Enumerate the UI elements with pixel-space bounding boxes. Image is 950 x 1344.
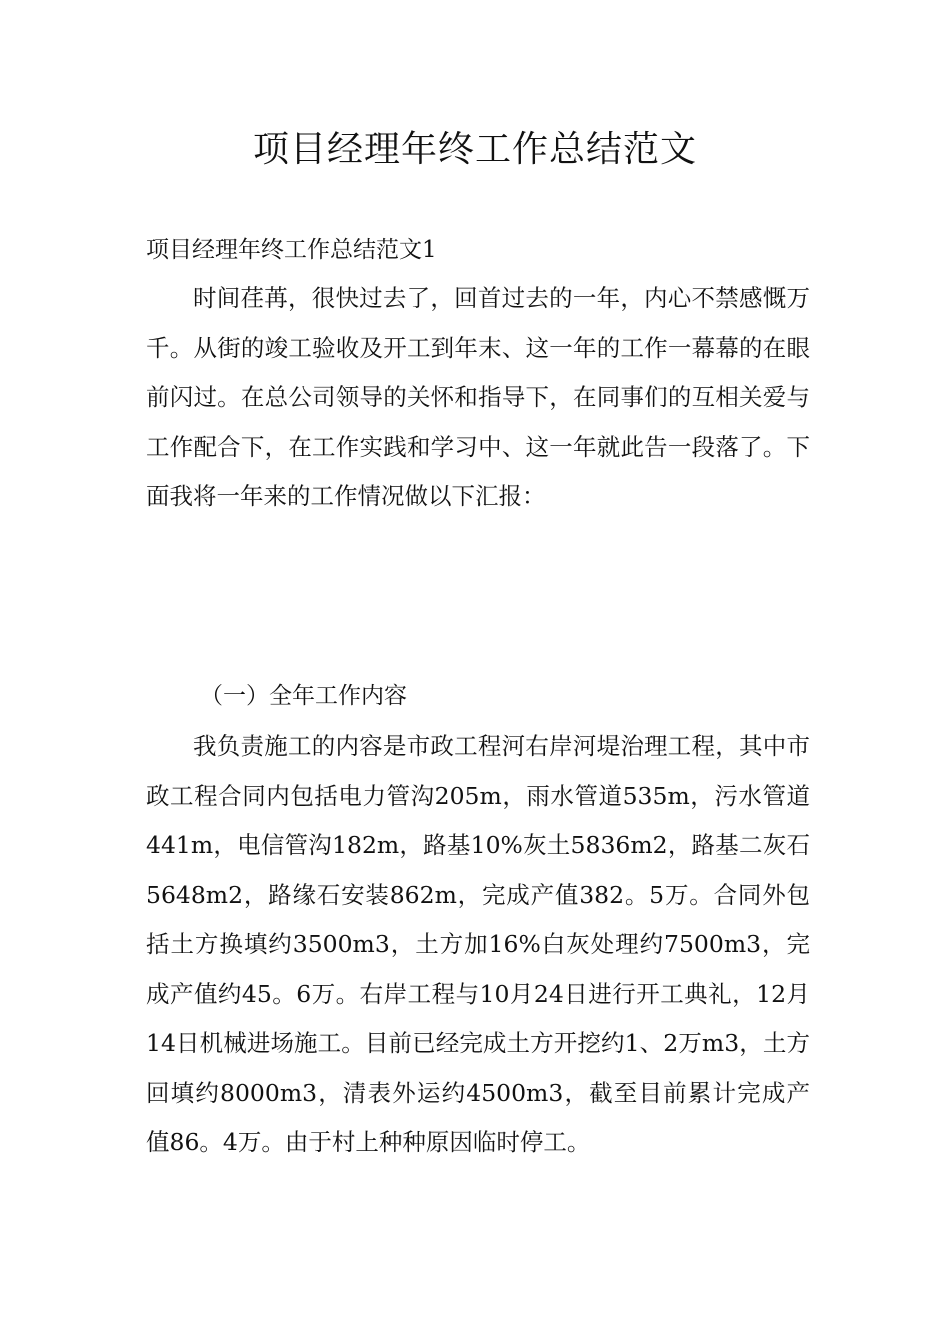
work-content-paragraph: 我负责施工的内容是市政工程河右岸河堤治理工程，其中市政工程合同内包括电力管沟205m，雨水管道535m，污水管道441m，电信管沟182m，路基10%灰土5836m2，路基二灰石5648m2，路缘石安装862m，完成产值382。5万。合同外包括土方换填约3500m3，土方加16%白灰处理约7500m3，完成产值约45。6万。右岸工程与10月24日进行开工典礼，12月14日机械进场施工。目前已经完成土方开挖约1、2万m3，土方回填约8000m3，清表外运约4500m3，截至目前累计完成产值86。4万。由于村上种种原因临时停工。 bbox=[146, 732, 810, 1156]
intro-paragraph: 时间荏苒，很快过去了，回首过去的一年，内心不禁感慨万千。从街的竣工验收及开工到年末、这一年的工作一幕幕的在眼前闪过。在总公司领导的关怀和指导下，在同事们的互相关爱与工作配合下，在工作实践和学习中、这一年就此告一段落了。下面我将一年来的工作情况做以下汇报： bbox=[146, 284, 810, 510]
document-title: 项目经理年终工作总结范文 bbox=[252, 129, 697, 170]
document-subtitle: 项目经理年终工作总结范文1 bbox=[146, 237, 437, 263]
section-heading: （一）全年工作内容 bbox=[200, 683, 407, 709]
